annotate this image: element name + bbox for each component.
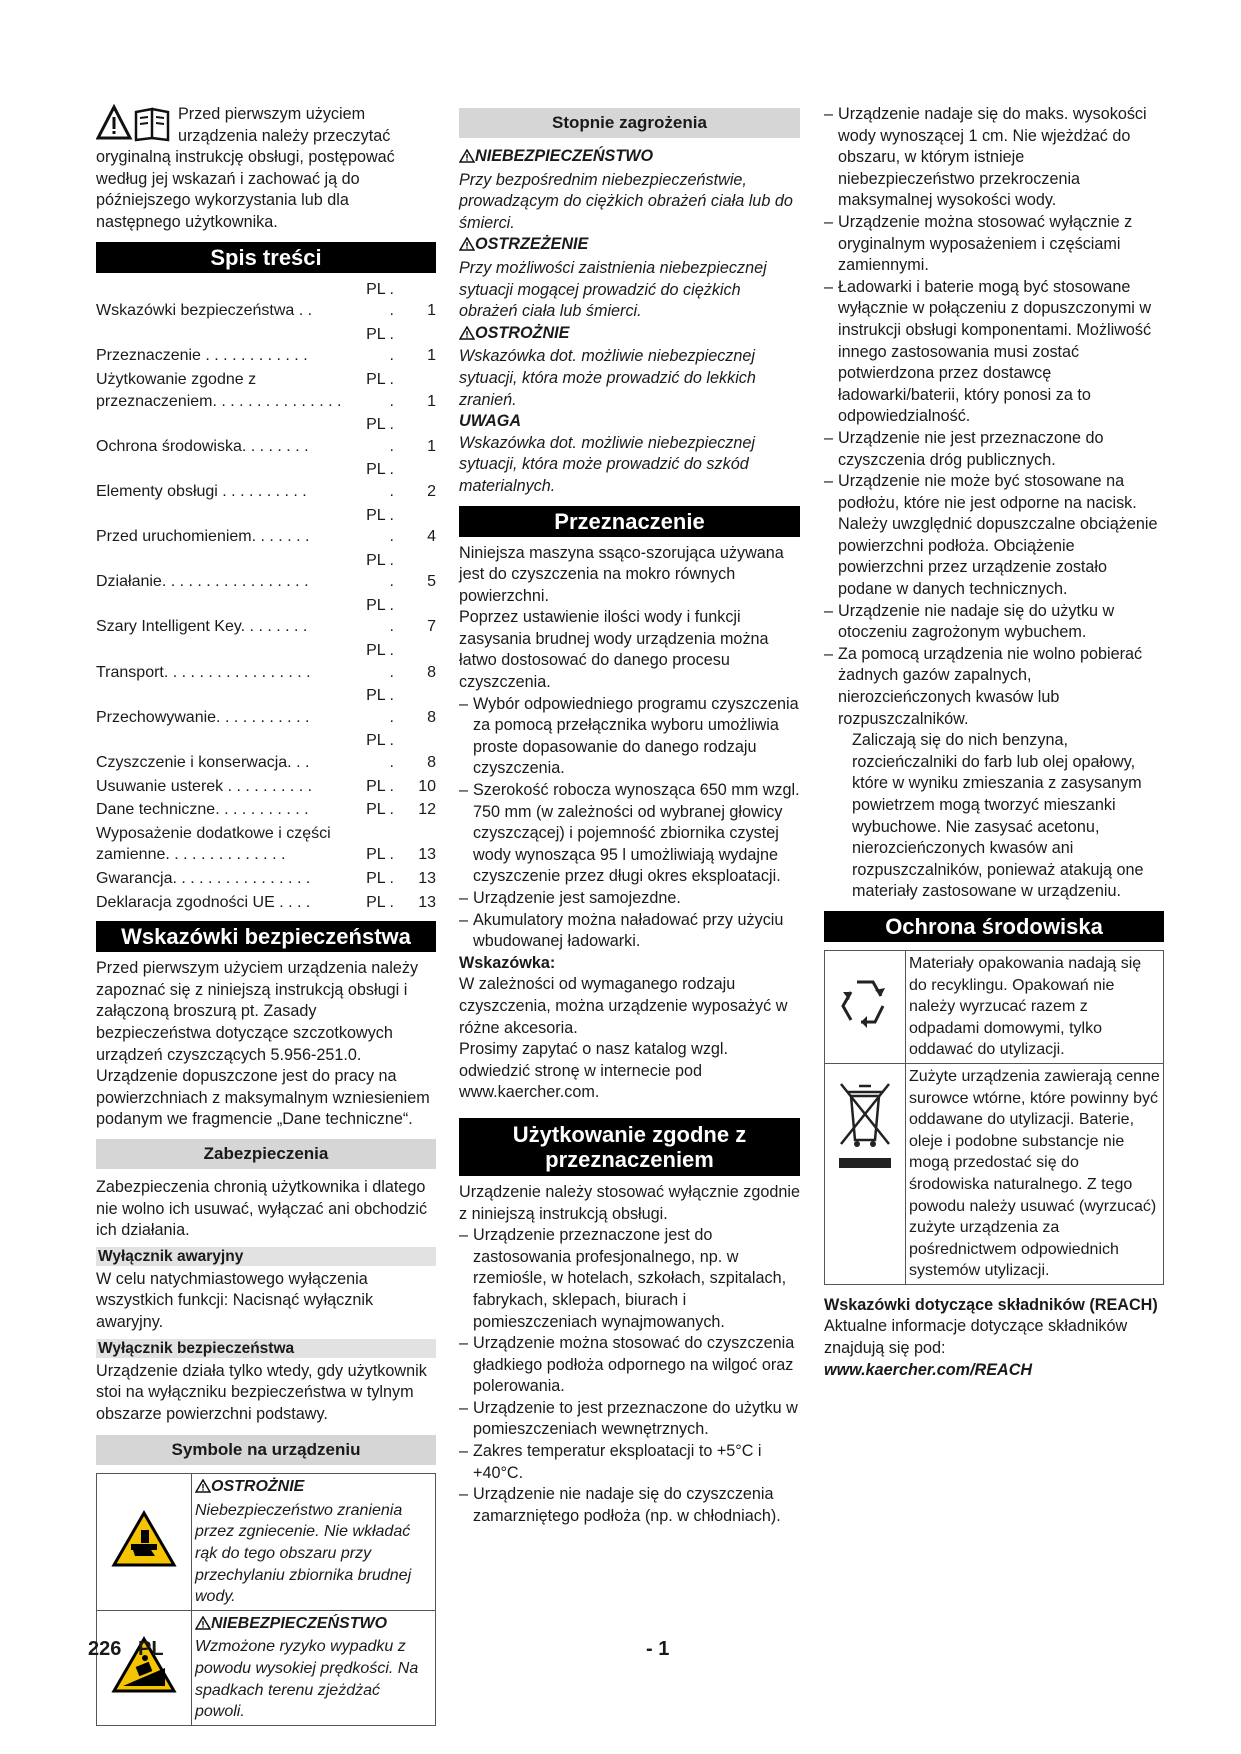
caution-text: Wskazówka dot. możliwie niebezpiecznej sytuacji, która może prowadzić do lekkich zranień. [459, 347, 756, 409]
list-item: – Urządzenie nadaje się do maks. wysokości wody wynoszącej 1 cm. Nie wjeżdżać do obszaru, w którym istnieje niebezpieczeństwo przekroczenia maksymalnej wysokości wody. [824, 105, 1147, 210]
toc-item[interactable] [96, 799, 436, 821]
list-item: – Urządzenie przeznaczone jest do zastosowania profesjonalnego, np. w rzemiośle, w hotelach, szkołach, szpitalach, fabrykach, sklepach, biurach i pomieszczeniach wynajmowanych. [459, 1226, 787, 1331]
recycling-icon [833, 972, 897, 1036]
intro-block [96, 104, 436, 234]
toc-item-lang: PL . [366, 893, 394, 911]
list-item: – Urządzenie nie nadaje się do czyszczenia zamarzniętego podłoża (np. w chłodniach). [459, 1485, 781, 1525]
guards-text: Zabezpieczenia chronią użytkownika i dlatego nie wolno ich usuwać, wyłączać ani obchodzić ich działania. [96, 1177, 428, 1240]
toc-item[interactable] [96, 550, 436, 593]
recycling-text: Materiały opakowania nadają się do recyklingu. Opakowań nie należy wyrzucać razem z odpadami domowymi, tylko oddawać do utylizacji. [906, 950, 1164, 1063]
hazard-title: Stopnie zagrożenia [459, 108, 800, 138]
warning-triangle-icon [195, 1479, 211, 1493]
toc-item-page: 1 [427, 302, 436, 320]
list-item: – Akumulatory można naładować przy użyciu wbudowanej ładowarki. [459, 910, 784, 951]
toc-title: Spis treści [96, 242, 436, 273]
toc-item-name: Przed uruchomieniem. . . . . . . [96, 528, 310, 546]
list-item: – Urządzenie nie nadaje się do użytku w otoczeniu zagrożonym wybuchem. [824, 601, 1115, 642]
list-item: – Urządzenie to jest przeznaczone do użytku w pomieszczeniach wewnętrznych. [459, 1398, 798, 1439]
toc-item-lang: PL . . [366, 416, 394, 455]
environment-row-disposal [825, 1063, 1164, 1284]
list-item: – Urządzenie nie jest przeznaczone do czyszczenia dróg publicznych. [824, 428, 1104, 469]
toc-item-page: 10 [418, 777, 436, 795]
toc-item-name: Elementy obsługi . . . . . . . . . . [96, 482, 307, 500]
toc-item-page: 2 [427, 482, 436, 500]
guards-title: Zabezpieczenia [96, 1139, 436, 1169]
hint-head: Wskazówka: [459, 953, 556, 972]
toc-item[interactable] [96, 279, 436, 322]
symbol-crush-text: Niebezpieczeństwo zranienia przez zgniecenie. Nie wkładać rąk do tego obszaru przy przechylaniu zbiornika brudnej wody. [195, 1501, 412, 1606]
column-right [824, 104, 1164, 1381]
footer-page [88, 1638, 164, 1661]
toc-item-lang: PL . [366, 870, 394, 887]
symbol-speed-head: NIEBEZPIECZEŃSTWO [211, 1614, 388, 1632]
reach-text: Aktualne informacje dotyczące składników znajdują się pod: [824, 1317, 1128, 1358]
danger-text: Przy bezpośrednim niebezpieczeństwie, prowadzącym do ciężkich obrażeń ciała lub do śmierci. [459, 170, 793, 232]
toc-item-page: 1 [427, 437, 436, 455]
environment-row-recycling [825, 950, 1164, 1063]
list-item: – Szerokość robocza wynosząca 650 mm wzgl. 750 mm (w zależności od wybranej głowicy czyszczącej) i pojemność zbiornika czystej wody wynosząca 95 l umożliwiają wydajne czyszczenie przez długi okres eksploatacji. [459, 781, 800, 886]
toc-item[interactable] [96, 414, 436, 457]
toc-item-page: 8 [427, 708, 436, 726]
symbol-speed-text-cell [192, 1610, 436, 1725]
symbol-crush-text-cell [192, 1474, 436, 1611]
toc-item-lang: PL . [366, 777, 394, 795]
safety-title: Wskazówki bezpieczeństwa [96, 921, 436, 952]
toc-item-name: Usuwanie usterek . . . . . . . . . . [96, 777, 313, 795]
toc-item[interactable] [96, 685, 436, 728]
toc-item-page: 7 [427, 618, 436, 636]
toc-item[interactable] [96, 823, 436, 866]
toc-item-name: Transport. . . . . . . . . . . . . . . . . [96, 663, 311, 681]
warning-triangle-icon [459, 149, 475, 163]
toc-item-name: Przeznaczenie . . . . . . . . . . . . [96, 347, 308, 365]
toc-item-page: 8 [427, 663, 436, 681]
reach-link[interactable]: www.kaercher.com/REACH [824, 1360, 1033, 1379]
purpose-paragraph-2: Poprzez ustawienie ilości wody i funkcji zasysania brudnej wody urządzenia można łatwo dostosować do danego procesu czyszczenia. [459, 608, 769, 692]
toc-item-lang: PL . . [366, 325, 394, 365]
intro-text: Przed pierwszym użyciem urządzenia należy przeczytać oryginalną instrukcję obsługi, postępować według jej wskazań i zachować ją do późniejszego wykorzystania lub dla następnego użytkownika. [96, 105, 395, 231]
symbol-crush-cell [97, 1474, 192, 1611]
environment-title: Ochrona środowiska [824, 911, 1164, 942]
toc-item-lang: PL . . [366, 732, 394, 772]
footer-center: - 1 [646, 1638, 670, 1660]
toc-item-lang: PL . . [366, 280, 394, 320]
safety-paragraph-1: Przed pierwszym użyciem urządzenia należy zapoznać się z niniejszą instrukcją obsługi i załączoną broszurą pt. Zasady bezpieczeństwa dotyczące szczotkowych urządzeń czyszczących 5.956-251.0. [96, 959, 419, 1064]
toc-item[interactable] [96, 730, 436, 773]
purpose-paragraph-1: Niniejsza maszyna ssąco-szorująca używana jest do czyszczenia na mokro równych powierzchni. [459, 543, 784, 605]
toc-item-name: Czyszczenie i konserwacja. . . [96, 754, 310, 772]
toc-item-page: 13 [418, 893, 436, 911]
list-item: – Urządzenie można stosować wyłącznie z oryginalnym wyposażeniem i częściami zamiennymi. [824, 212, 1133, 275]
environment-table [824, 950, 1164, 1285]
intended-paragraph: Urządzenie należy stosować wyłącznie zgodnie z niniejszą instrukcją obsługi. [459, 1182, 801, 1223]
estop-title: Wyłącznik awaryjny [96, 1247, 436, 1266]
toc-item-lang: PL . . [366, 642, 394, 681]
toc-item-lang: PL . . [366, 506, 394, 546]
danger-head: NIEBEZPIECZEŃSTWO [475, 147, 654, 165]
symbol-speed-text: Wzmożone ryzyko wypadku z powodu wysokiej prędkości. Na spadkach terenu zjeżdżać powoli. [195, 1638, 419, 1721]
toc-item-name: Ochrona środowiska. . . . . . . . [96, 437, 309, 455]
column-left [96, 104, 436, 1726]
toc-item-page: 8 [427, 754, 436, 772]
toc-item-page: 4 [427, 528, 436, 546]
warning-triangle-icon [459, 326, 475, 340]
symbol-row-speed [97, 1610, 436, 1725]
estop-text: W celu natychmiastowego wyłączenia wszystkich funkcji: Nacisnąć wyłącznik awaryjny. [96, 1269, 374, 1331]
list-item: – Ładowarki i baterie mogą być stosowane wyłącznie w połączeniu z dopuszczonymi w instrukcji obsługi komponentami. Możliwość innego zastosowania musi zostać potwierdzona przez dostawcę ładowarki/baterii, który ponosi za to odpowiedzialność. [824, 277, 1152, 426]
toc-item-name: Działanie. . . . . . . . . . . . . . . . . [96, 573, 309, 591]
list-item: – Zakres temperatur eksploatacji to +5°C i +40°C. [459, 1442, 762, 1482]
disposal-cell [825, 1063, 906, 1284]
toc-item-page: 13 [418, 870, 436, 887]
purpose-list [459, 694, 800, 953]
note-head: UWAGA [459, 412, 522, 431]
crush-hazard-icon [111, 1510, 177, 1568]
caution-head: OSTROŻNIE [475, 323, 570, 342]
toc-item-page: 1 [427, 347, 436, 365]
toc-item-name: Wskazówki bezpieczeństwa . . [96, 302, 313, 320]
crossed-bin-icon [833, 1078, 897, 1174]
toc-item-name: Gwarancja. . . . . . . . . . . . . . . . [96, 870, 311, 887]
toc-item[interactable] [96, 640, 436, 683]
warning-text: Przy możliwości zaistnienia niebezpiecznej sytuacji mogącej prowadzić do ciężkich obrażeń ciała lub śmierci. [459, 258, 767, 321]
intended-title: Użytkowanie zgodne z przeznaczeniem [459, 1118, 800, 1176]
toc-item-page: 1 [427, 392, 436, 410]
toc-item-name: Przechowywanie. . . . . . . . . . . [96, 708, 310, 726]
intended-list-part1 [459, 1225, 800, 1527]
recycling-cell [825, 950, 906, 1063]
symbol-row-crush [97, 1474, 436, 1611]
purpose-title: Przeznaczenie [459, 506, 800, 537]
list-item: – Wybór odpowiedniego programu czyszczenia za pomocą przełącznika wyboru umożliwia proste dopasowanie do danego rodzaju czyszczenia. [459, 694, 799, 778]
toc-item-name: Wyposażenie dodatkowe i części zamienne. . . . . . . . . . . . . . [96, 824, 331, 864]
warning-manual-icon [96, 104, 172, 142]
toc-item[interactable] [96, 505, 436, 548]
footer-language: PL [138, 1638, 164, 1660]
toc-item-lang: PL . . [366, 370, 394, 410]
toc-item-name: Dane techniczne. . . . . . . . . . . [96, 801, 309, 819]
hint-text-2: Prosimy zapytać o nasz katalog wzgl. odwiedzić stronę w internecie pod www.kaercher.com. [459, 1040, 729, 1102]
disposal-text: Zużyte urządzenia zawierają cenne surowce wtórne, które powinny być oddawane do utylizacji. Baterie, oleje i podobne substancje nie mogą przedostać się do środowiska naturalnego. Z tego powodu należy usuwać (wyrzucać) zużyte urządzenia za pośrednictwem odpowiednich systemów utylizacji. [906, 1063, 1164, 1284]
toc-item[interactable] [96, 369, 436, 412]
toc-item-name: Deklaracja zgodności UE . . . . [96, 893, 311, 911]
note-text: Wskazówka dot. możliwie niebezpiecznej sytuacji, która może prowadzić do szkód materialnych. [459, 433, 755, 495]
toc-item[interactable] [96, 776, 436, 798]
toc-item-lang: PL . . [366, 461, 394, 500]
footer-page-number: 226 [88, 1638, 122, 1660]
toc-item-lang: PL . . [366, 687, 394, 726]
toc-item-lang: PL . . [366, 551, 394, 591]
warning-head: OSTRZEŻENIE [475, 235, 589, 254]
list-item: – Urządzenie nie może być stosowane na podłożu, które nie jest odporne na nacisk. Należy uwzględnić dopuszczalne obciążenie powierzchni podłoża. Obciążenie powierzchni przez urządzenie zostało podane w danych technicznych. [824, 472, 1158, 599]
intended-extra: Zaliczają się do nich benzyna, rozcieńczalniki do farb lub olej opałowy, które w wyniku zmieszania z zasysanym powietrzem mogą tworzyć mieszanki wybuchowe. Nie zasysać acetonu, nierozcieńczonych kwasów ani rozpuszczalników, ponieważ atakują one materiały zastosowane w urządzeniu. [852, 731, 1144, 901]
toc-item-page: 13 [418, 846, 436, 864]
toc-item[interactable] [96, 595, 436, 638]
symbol-crush-head: OSTROŻNIE [211, 1478, 305, 1496]
reach-head: Wskazówki dotyczące składników (REACH) [824, 1295, 1158, 1314]
symbols-table [96, 1473, 436, 1726]
list-item: – Urządzenie jest samojezdne. [459, 889, 681, 907]
intro-icons [96, 104, 172, 142]
symbol-speed-cell [97, 1610, 192, 1725]
safety-paragraph-2: Urządzenie dopuszczone jest do pracy na powierzchniach z maksymalnym wzniesieniem podanym we fragmencie „Dane techniczne“. [96, 1067, 430, 1129]
safety-switch-title: Wyłącznik bezpieczeństwa [96, 1339, 436, 1358]
toc-item-page: 5 [427, 573, 436, 591]
hint-text-1: W zależności od wymaganego rodzaju czyszczenia, można urządzenie wyposażyć w różne akcesoria. [459, 975, 788, 1037]
toc-item-lang: PL . [366, 801, 394, 819]
list-item: – Za pomocą urządzenia nie wolno pobierać żadnych gazów zapalnych, nierozcieńczonych kwasów lub rozpuszczalników. [824, 644, 1143, 728]
toc-item[interactable] [96, 892, 436, 914]
toc-item-name: Użytkowanie zgodne z przeznaczeniem. . . . . . . . . . . . . . . [96, 370, 342, 410]
toc-item[interactable] [96, 324, 436, 367]
warning-triangle-icon [459, 237, 475, 251]
symbols-title: Symbole na urządzeniu [96, 1435, 436, 1465]
toc-item[interactable] [96, 868, 436, 890]
toc-item[interactable] [96, 459, 436, 502]
safety-switch-text: Urządzenie działa tylko wtedy, gdy użytkownik stoi na wyłączniku bezpieczeństwa w tylnym obszarze powierzchni podstawy. [96, 1361, 427, 1423]
table-of-contents [96, 279, 436, 914]
toc-item-name: Szary Intelligent Key. . . . . . . . [96, 618, 308, 636]
column-middle [459, 104, 800, 1527]
list-item: – Urządzenie można stosować do czyszczenia gładkiego podłoża odpornego na wilgoć oraz polerowania. [459, 1334, 795, 1396]
toc-item-page: 12 [418, 801, 436, 819]
toc-item-lang: PL . [366, 846, 394, 864]
warning-triangle-icon [195, 1616, 211, 1630]
intended-list-part2 [824, 104, 1164, 903]
toc-item-lang: PL . . [366, 596, 394, 636]
